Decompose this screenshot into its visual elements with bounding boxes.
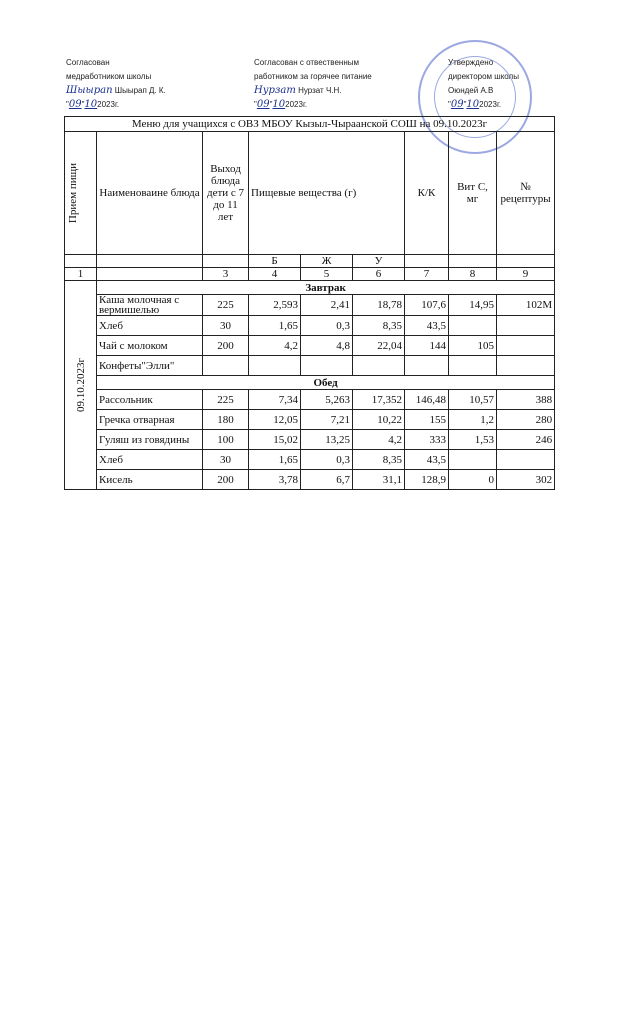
- table-row: [65, 390, 555, 410]
- dish-recipe: [497, 450, 555, 470]
- approval-medic-line2: медработником школы: [66, 72, 152, 81]
- dish-name: Гречка отварная: [97, 410, 203, 430]
- header-meal: [65, 132, 97, 255]
- table-row: [65, 316, 555, 336]
- approval-director-line2: директором школы: [448, 72, 519, 81]
- dish-name: Гуляш из говядины: [97, 430, 203, 450]
- dish-carbs: 10,22: [353, 410, 405, 430]
- approvals-header: [0, 0, 622, 118]
- colnum: 8: [449, 268, 497, 281]
- approval-medic-month: 10: [84, 99, 98, 110]
- dish-vitc: 10,57: [449, 390, 497, 410]
- header-meal-label: Прием пищи: [67, 162, 79, 224]
- subheader-row: [65, 255, 555, 268]
- dish-protein: 7,34: [249, 390, 301, 410]
- dish-vitc: 1,2: [449, 410, 497, 430]
- subheader-zh: Ж: [301, 255, 353, 268]
- dish-fat: 13,25: [301, 430, 353, 450]
- dish-fat: 7,21: [301, 410, 353, 430]
- dish-name: Конфеты"Элли": [97, 356, 203, 376]
- approval-food: Согласован с отвественным работником за горячее питание Нурзат Нурзат Ч.Н. "09"102023г.: [254, 58, 372, 110]
- header-vitc: Вит С, мг: [449, 132, 497, 255]
- title-row: [65, 117, 555, 132]
- dish-kcal: 146,48: [405, 390, 449, 410]
- approval-medic: Согласован медработником школы Шыырап Шыырап Д. К. "09"102023г.: [66, 58, 166, 110]
- colnum: 1: [65, 268, 97, 281]
- approval-food-line1: Согласован с отвественным: [254, 58, 360, 67]
- approval-director-month: 10: [466, 99, 480, 110]
- dish-yield: 30: [203, 316, 249, 336]
- dish-vitc: [449, 316, 497, 336]
- header-dish: Наименоваине блюда: [97, 132, 203, 255]
- menu-table: [64, 116, 555, 490]
- table-row: [65, 430, 555, 450]
- dish-carbs: 4,2: [353, 430, 405, 450]
- dish-protein: [249, 356, 301, 376]
- approval-director-name: Оюндей А.В: [448, 86, 494, 95]
- colnum: 6: [353, 268, 405, 281]
- approval-food-line2: работником за горячее питание: [254, 72, 372, 81]
- dish-recipe: 388: [497, 390, 555, 410]
- dish-yield: 200: [203, 336, 249, 356]
- approval-food-name: Нурзат Ч.Н.: [298, 86, 342, 95]
- dish-vitc: 0: [449, 470, 497, 490]
- dish-protein: 1,65: [249, 450, 301, 470]
- dish-recipe: 302: [497, 470, 555, 490]
- dish-protein: 2,593: [249, 295, 301, 316]
- approval-food-month: 10: [272, 99, 286, 110]
- table-row: [65, 336, 555, 356]
- dish-carbs: 8,35: [353, 316, 405, 336]
- approval-medic-year: 2023г.: [97, 100, 120, 109]
- dish-fat: 0,3: [301, 450, 353, 470]
- table-row: [65, 450, 555, 470]
- dish-protein: 15,02: [249, 430, 301, 450]
- approval-director: Утверждено директором школы Оюндей А.В "09"102023г.: [448, 58, 519, 110]
- menu-title: Меню для учащихся с ОВЗ МБОУ Кызыл-Чыраанской СОШ на 09.10.2023г: [65, 117, 555, 132]
- dish-vitc: 14,95: [449, 295, 497, 316]
- dish-name: Хлеб: [97, 450, 203, 470]
- dish-carbs: 18,78: [353, 295, 405, 316]
- dish-kcal: 128,9: [405, 470, 449, 490]
- colnum: 7: [405, 268, 449, 281]
- dish-kcal: 43,5: [405, 316, 449, 336]
- dish-kcal: [405, 356, 449, 376]
- subheader-u: У: [353, 255, 405, 268]
- approval-medic-signature: Шыырап: [66, 85, 113, 96]
- header-row: [65, 132, 555, 255]
- colnum: 5: [301, 268, 353, 281]
- dish-kcal: 43,5: [405, 450, 449, 470]
- dish-vitc: 105: [449, 336, 497, 356]
- dish-recipe: [497, 356, 555, 376]
- date-cell: [65, 281, 97, 490]
- colnum: 4: [249, 268, 301, 281]
- dish-kcal: 144: [405, 336, 449, 356]
- dish-fat: [301, 356, 353, 376]
- section-lunch-label: Обед: [97, 376, 555, 390]
- dish-carbs: 17,352: [353, 390, 405, 410]
- dish-name: Чай с молоком: [97, 336, 203, 356]
- dish-protein: 4,2: [249, 336, 301, 356]
- approval-medic-day: 09: [68, 99, 82, 110]
- approval-medic-name: Шыырап Д. К.: [114, 86, 166, 95]
- approval-director-day: 09: [450, 99, 464, 110]
- table-row: [65, 295, 555, 316]
- dish-recipe: 102М: [497, 295, 555, 316]
- dish-yield: 225: [203, 390, 249, 410]
- dish-fat: 4,8: [301, 336, 353, 356]
- header-recipe: № рецептуры: [497, 132, 555, 255]
- dish-fat: 0,3: [301, 316, 353, 336]
- menu-date: 09.10.2023г: [74, 357, 87, 412]
- dish-recipe: [497, 316, 555, 336]
- dish-yield: 225: [203, 295, 249, 316]
- dish-name: Рассольник: [97, 390, 203, 410]
- dish-recipe: 246: [497, 430, 555, 450]
- table-row: [65, 470, 555, 490]
- dish-carbs: [353, 356, 405, 376]
- approval-food-day: 09: [256, 99, 270, 110]
- approval-director-line1: Утверждено: [448, 58, 494, 67]
- dish-kcal: 155: [405, 410, 449, 430]
- dish-fat: 6,7: [301, 470, 353, 490]
- header-nutrients: Пищевые вещества (г): [249, 132, 405, 255]
- header-yield: Выход блюда дети с 7 до 11 лет: [203, 132, 249, 255]
- dish-yield: 200: [203, 470, 249, 490]
- dish-protein: 3,78: [249, 470, 301, 490]
- dish-recipe: [497, 336, 555, 356]
- header-kk: К/К: [405, 132, 449, 255]
- dish-name: Каша молочная с вермишелью: [97, 295, 203, 316]
- dish-yield: 30: [203, 450, 249, 470]
- dish-kcal: 333: [405, 430, 449, 450]
- dish-kcal: 107,6: [405, 295, 449, 316]
- column-number-row: [65, 268, 555, 281]
- section-lunch: [65, 376, 555, 390]
- dish-name: Хлеб: [97, 316, 203, 336]
- dish-fat: 5,263: [301, 390, 353, 410]
- section-breakfast-label: Завтрак: [97, 281, 555, 295]
- dish-carbs: 8,35: [353, 450, 405, 470]
- dish-name: Кисель: [97, 470, 203, 490]
- dish-fat: 2,41: [301, 295, 353, 316]
- dish-vitc: 1,53: [449, 430, 497, 450]
- dish-yield: 180: [203, 410, 249, 430]
- approval-food-signature: Нурзат: [254, 85, 296, 96]
- dish-vitc: [449, 450, 497, 470]
- dish-carbs: 22,04: [353, 336, 405, 356]
- dish-yield: 100: [203, 430, 249, 450]
- colnum: 3: [203, 268, 249, 281]
- table-row: [65, 356, 555, 376]
- section-breakfast: [65, 281, 555, 295]
- approval-director-year: 2023г.: [479, 100, 502, 109]
- dish-protein: 1,65: [249, 316, 301, 336]
- subheader-b: Б: [249, 255, 301, 268]
- dish-recipe: 280: [497, 410, 555, 430]
- approval-medic-line1: Согласован: [66, 58, 110, 67]
- dish-carbs: 31,1: [353, 470, 405, 490]
- approval-food-year: 2023г.: [285, 100, 308, 109]
- dish-protein: 12,05: [249, 410, 301, 430]
- table-row: [65, 410, 555, 430]
- dish-vitc: [449, 356, 497, 376]
- dish-yield: [203, 356, 249, 376]
- colnum: 9: [497, 268, 555, 281]
